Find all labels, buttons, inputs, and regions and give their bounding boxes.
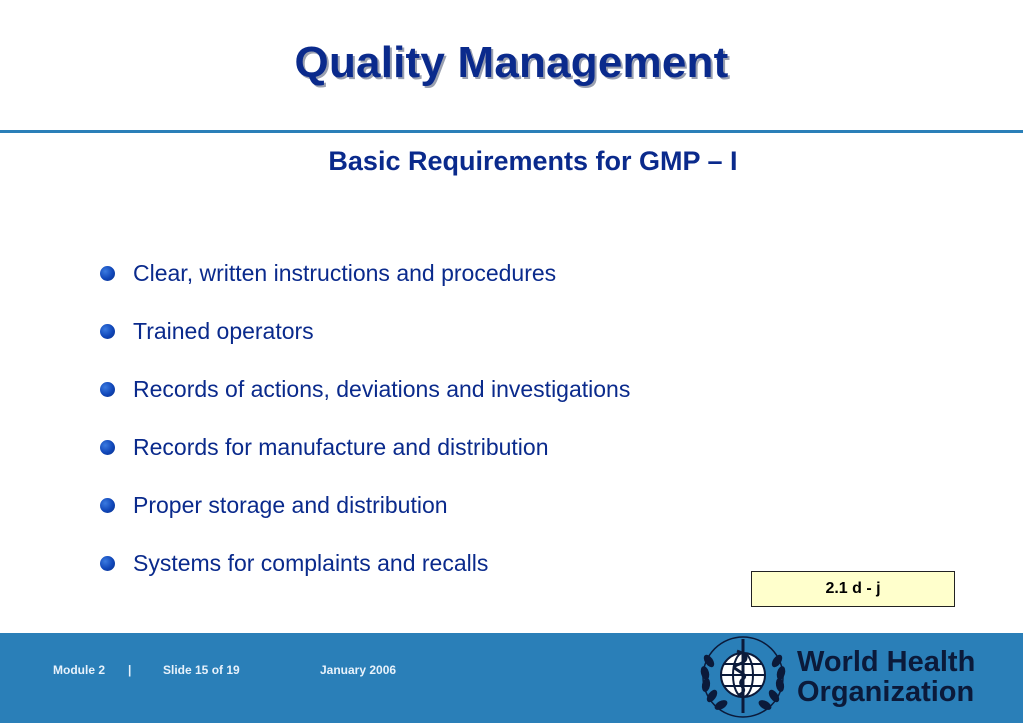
title-divider (0, 130, 1023, 133)
organization-name-line1: World Health (797, 646, 976, 678)
bullet-text: Proper storage and distribution (133, 491, 448, 518)
bullet-item (100, 302, 630, 360)
bullet-item (100, 360, 630, 418)
bullet-item (100, 418, 630, 476)
bullet-text: Trained operators (133, 317, 314, 344)
bullet-text: Records of actions, deviations and investigations (133, 375, 631, 402)
slide-subtitle: Basic Requirements for GMP – I (328, 146, 738, 176)
organization-name (797, 647, 975, 707)
bullet-dot-icon (100, 556, 115, 571)
bullet-item (100, 534, 630, 592)
footer-bar (0, 633, 1023, 723)
who-emblem-icon (693, 633, 793, 723)
footer-date: January 2006 (320, 663, 397, 677)
footer-module: Module 2 (53, 663, 106, 677)
bullet-item (100, 244, 630, 302)
bullet-text: Records for manufacture and distribution (133, 433, 549, 460)
bullet-text: Clear, written instructions and procedures (133, 259, 557, 286)
reference-box: 2.1 d - j (751, 571, 955, 607)
footer-separator: | (128, 663, 132, 677)
bullet-dot-icon (100, 266, 115, 281)
slide-title: Quality Management (294, 38, 729, 87)
bullet-item (100, 476, 630, 534)
bullet-dot-icon (100, 440, 115, 455)
organization-name-line2: Organization (797, 676, 975, 708)
bullet-text: Systems for complaints and recalls (133, 549, 489, 576)
bullet-dot-icon (100, 498, 115, 513)
bullet-dot-icon (100, 382, 115, 397)
bullet-list (100, 244, 630, 592)
bullet-dot-icon (100, 324, 115, 339)
footer-slide-number: Slide 15 of 19 (163, 663, 240, 677)
